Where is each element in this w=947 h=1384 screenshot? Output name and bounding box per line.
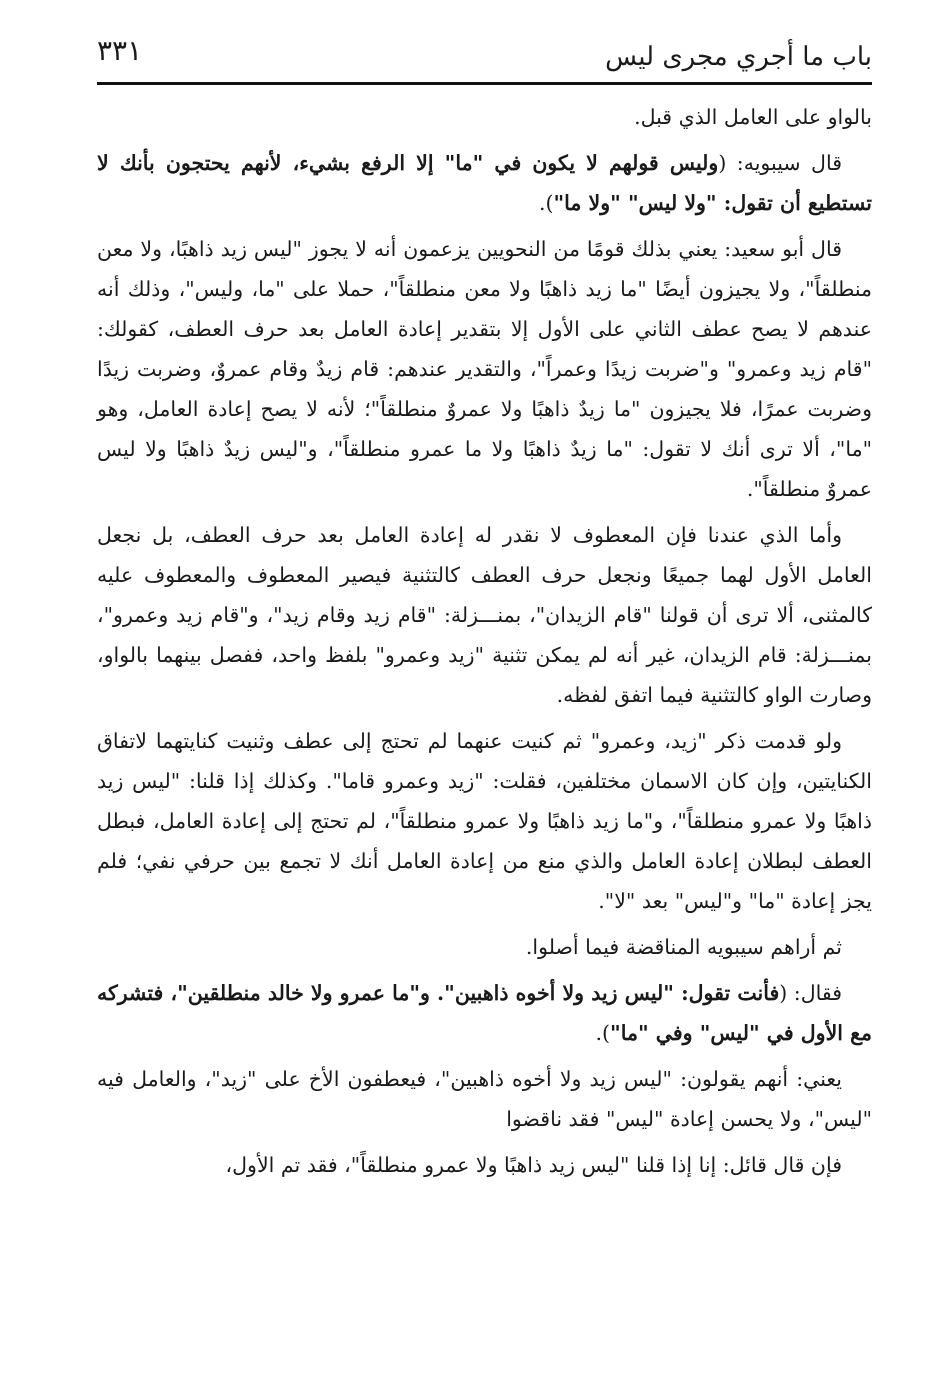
paragraph-2 [97,143,872,223]
paragraph-9 [97,1145,872,1185]
sibawayh-quote: فأنت تقول: "ليس زيد ولا أخوه ذاهبين". و"ما عمرو ولا خالد منطلقين"، فتشركه مع الأول في "ليس" وفي "ما" [97,981,872,1045]
text-segment: بالواو على العامل الذي قبل. [634,105,872,129]
text-segment: قال سيبويه: ( [718,151,842,175]
page-header [97,28,872,85]
text-segment: ثم أراهم سيبويه المناقضة فيما أصلوا. [525,935,842,959]
paragraph-6 [97,927,872,967]
text-segment: وأما الذي عندنا فإن المعطوف لا نقدر له إعادة العامل بعد حرف العطف، بل نجعل العامل الأول لهما جميعًا ونجعل حرف العطف كالتثنية فيصير المعطوف والمعطوف عليه كالمثنى، ألا ترى أن قولنا "قام الزيدان"، بمنـــزلة: "قام زيد وقام زيد"، و"قام زيد وعمرو"، بمنـــزلة: قام الزيدان، غير أنه لم يمكن تثنية "زيد وعمرو" بلفظ واحد، ففصل بينهما بالواو، وصارت الواو كالتثنية فيما اتفق لفظه. [97,523,872,707]
text-segment: فقال: ( [779,981,843,1005]
sibawayh-quote: وليس قولهم لا يكون في "ما" إلا الرفع بشيء، لأنهم يحتجون بأنك لا تستطيع أن تقول: "ولا ليس" "ولا ما" [97,151,872,215]
text-segment: يعني: أنهم يقولون: "ليس زيد ولا أخوه ذاهبين"، فيعطفون الأخ على "زيد"، والعامل فيه "ليس"، ولا يحسن إعادة "ليس" فقد ناقضوا [97,1067,872,1131]
paragraph-8 [97,1059,872,1139]
paragraph-4 [97,515,872,715]
text-segment: فإن قال قائل: إنا إذا قلنا "ليس زيد ذاهبًا ولا عمرو منطلقاً"، فقد تم الأول، [225,1153,842,1177]
book-page [97,28,872,1358]
running-title: باب ما أجري مجرى ليس [605,42,872,72]
paragraph-5 [97,721,872,921]
text-segment: ). [595,1021,611,1045]
text-segment: قال أبو سعيد: يعني بذلك قومًا من النحويين يزعمون أنه لا يجوز "ليس زيد ذاهبًا، ولا معن منطلقاً"، ولا يجيزون أيضًا "ما زيد ذاهبًا ولا معن منطلقاً"، حملا على "ما، وليس"، وذلك أنه عندهم لا يصح عطف الثاني على الأول إلا بتقدير إعادة العامل بعد حرف العطف، كقولك: "قام زيد وعمرو" و"ضربت زيدًا وعمراً"، والتقدير عندهم: قام زيدٌ وقام عمروٌ، وضربت زيدًا وضربت عمرًا، فلا يجيزون "ما زيدٌ ذاهبًا ولا عمروٌ منطلقاً"؛ لأنه لا يصح إعادة العامل، وهو "ما"، ألا ترى أنك لا تقول: "ما زيدٌ ذاهبًا ولا ما عمرو منطلقاً"، و"ليس زيدٌ ذاهبًا ولا ليس عمروٌ منطلقاً". [97,237,872,501]
page-number: ٣٣١ [97,34,143,67]
paragraph-1 [97,97,872,137]
paragraph-3 [97,229,872,509]
text-segment: ). [538,191,554,215]
paragraph-7 [97,973,872,1053]
text-segment: ولو قدمت ذكر "زيد، وعمرو" ثم كنيت عنهما لم تحتج إلى عطف وثنيت كنايتهما لاتفاق الكنايتين، وإن كان الاسمان مختلفين، فقلت: "زيد وعمرو قاما". وكذلك إذا قلنا: "ليس زيد ذاهبًا ولا عمرو منطلقاً"، و"ما زيد ذاهبًا ولا عمرو منطلقاً"، لم تحتج إلى إعادة العامل، فبطل العطف لبطلان إعادة العامل والذي منع من إعادة العامل أنك لا تجمع بين حرفي نفي؛ فلم يجز إعادة "ما" و"ليس" بعد "لا". [97,729,872,913]
body-text [97,97,872,1185]
